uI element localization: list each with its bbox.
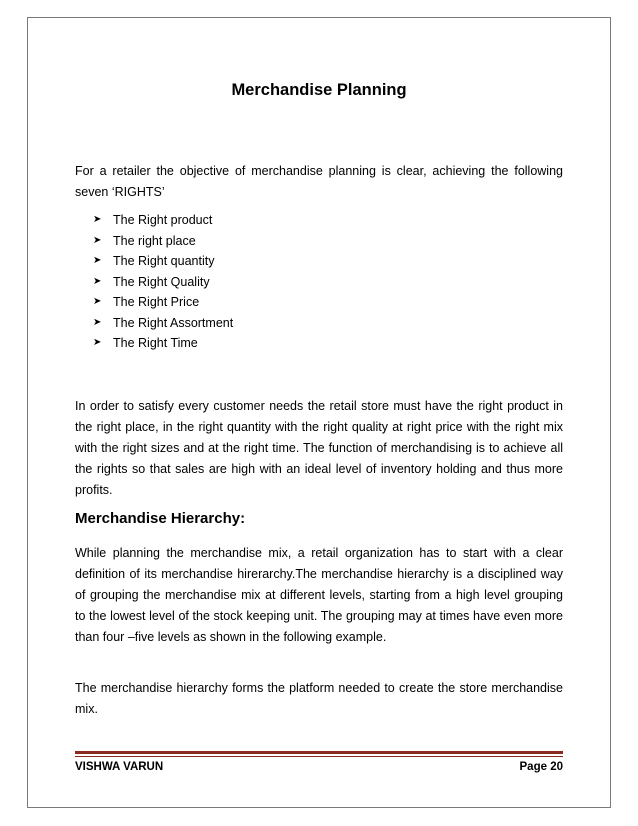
order-paragraph: In order to satisfy every customer needs the retail store must have the right product in the right place, in the right quantity with the right quality at right price with the right mix with the right sizes and at the right time. The function of merchandising is to achieve all the rights so that sales are high with an ideal level of inventory holding and thus more profits. — [75, 399, 563, 497]
list-item — [93, 333, 233, 354]
list-item-label: The Right Price — [113, 295, 200, 309]
page-title: Merchandise Planning — [231, 81, 407, 99]
list-item-label: The Right Quality — [113, 274, 210, 289]
intro-paragraph: For a retailer the objective of merchandise planning is clear, achieving the following seven ‘RIGHTS’ — [75, 164, 563, 199]
list-item — [93, 272, 233, 293]
footer-rule-thin — [75, 756, 563, 757]
list-item — [93, 210, 233, 231]
list-item — [93, 251, 233, 272]
list-item — [93, 313, 233, 334]
section-heading: Merchandise Hierarchy: — [75, 510, 246, 527]
arrow-bullet-icon: ➤ — [93, 296, 102, 307]
list-item-label: The Right Assortment — [113, 315, 234, 330]
list-item — [93, 231, 233, 252]
hierarchy-paragraph: While planning the merchandise mix, a retail organization has to start with a clear definition of its merchandise hirerarchy.The merchandise hierarchy is a disciplined way of grouping the merchandise mix at different levels, starting from a high level grouping to the lowest level of the stock keeping unit. The grouping may at times have even more than four –five levels as shown in the following example. — [75, 546, 563, 644]
list-item — [93, 292, 233, 313]
arrow-bullet-icon: ➤ — [93, 255, 102, 266]
footer-author: VISHWA VARUN — [75, 761, 164, 773]
arrow-bullet-icon: ➤ — [93, 337, 102, 348]
list-item-label: The Right product — [113, 213, 213, 227]
list-item-label: The right place — [113, 233, 196, 248]
arrow-bullet-icon: ➤ — [93, 214, 102, 225]
list-item-label: The Right quantity — [113, 254, 215, 268]
footer-rule — [75, 751, 563, 754]
arrow-bullet-icon: ➤ — [93, 234, 102, 246]
platform-paragraph: The merchandise hierarchy forms the platform needed to create the store merchandise mix. — [75, 681, 563, 716]
rights-list — [93, 210, 233, 354]
arrow-bullet-icon: ➤ — [93, 316, 102, 328]
arrow-bullet-icon: ➤ — [93, 275, 102, 287]
list-item-label: The Right Time — [113, 336, 198, 350]
footer-page-number: Page 20 — [519, 761, 563, 773]
